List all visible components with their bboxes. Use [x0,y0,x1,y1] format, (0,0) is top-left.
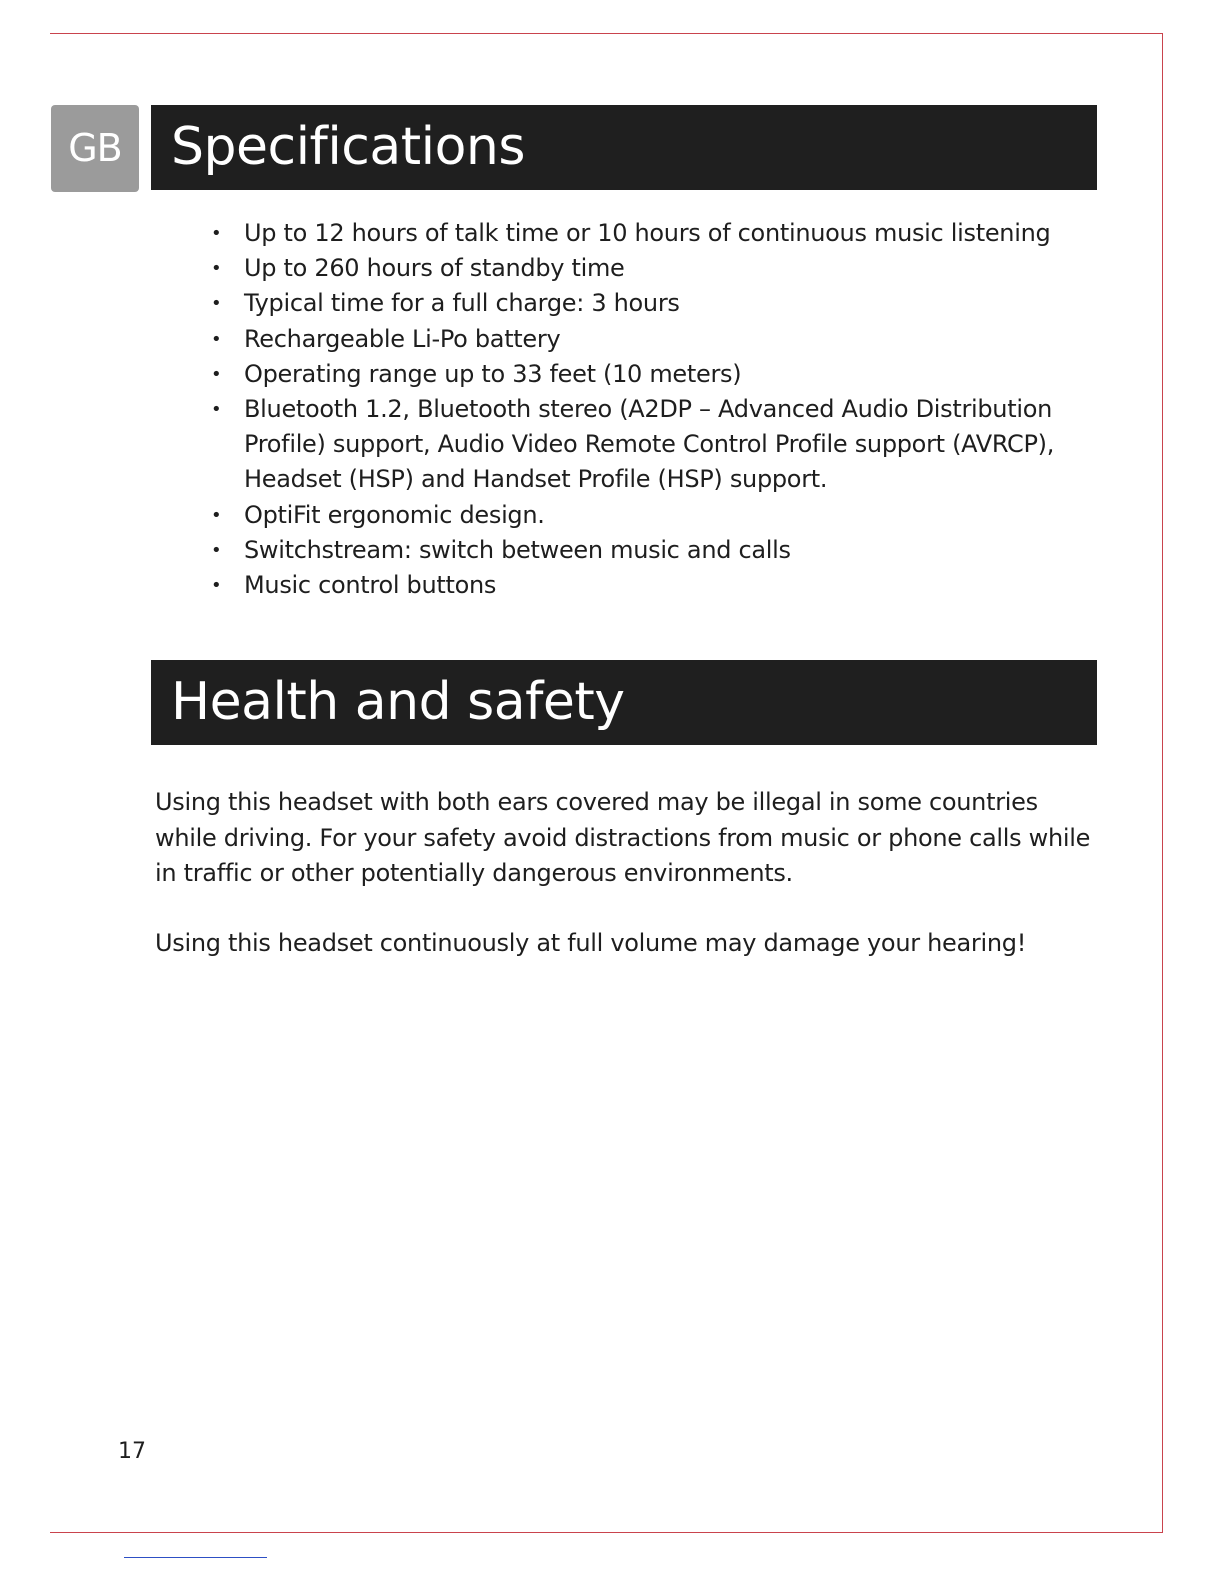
list-item: • Bluetooth 1.2, Bluetooth stereo (A2DP – Advanced Audio Distribution Profile) support, Audio Video Remote Control Profile support (AVRCP), Headset (HSP) and Handset Profile (HSP) support. [205,392,1095,498]
page-frame-top-rule [50,33,1163,34]
bullet-icon: • [211,539,222,561]
list-item: • Up to 12 hours of talk time or 10 hours of continuous music listening [205,216,1095,251]
specifications-list [205,216,1095,603]
language-tab: GB [51,105,139,192]
page-frame-right-rule [1162,33,1163,1533]
bullet-icon: • [211,575,222,597]
list-item: • Switchstream: switch between music and calls [205,533,1095,568]
bottom-link-underline [124,1557,267,1558]
page-frame-bottom-rule [50,1532,1163,1533]
bullet-icon: • [211,504,222,526]
list-item: • Operating range up to 33 feet (10 meters) [205,357,1095,392]
list-item: • Rechargeable Li-Po battery [205,322,1095,357]
safety-paragraph-driving: Using this headset with both ears covered may be illegal in some countries while driving. For your safety avoid distractions from music or phone calls while in traffic or other potentially dangerous environments. [155,788,1091,887]
bullet-icon: • [211,293,222,315]
bullet-icon: • [211,223,222,244]
list-item: • Music control buttons [205,568,1095,603]
list-item: • OptiFit ergonomic design. [205,498,1095,533]
bullet-icon: • [211,258,222,280]
bullet-icon: • [211,363,222,385]
safety-paragraph-hearing: Using this headset continuously at full volume may damage your hearing! [155,929,1027,957]
health-and-safety-heading: Health and safety [151,660,1097,745]
specifications-heading: Specifications [151,105,1097,190]
page-number: 17 [118,1439,146,1464]
list-item: • Typical time for a full charge: 3 hours [205,286,1095,321]
bullet-icon: • [211,328,222,350]
bullet-icon: • [211,399,222,421]
list-item: • Up to 260 hours of standby time [205,251,1095,286]
